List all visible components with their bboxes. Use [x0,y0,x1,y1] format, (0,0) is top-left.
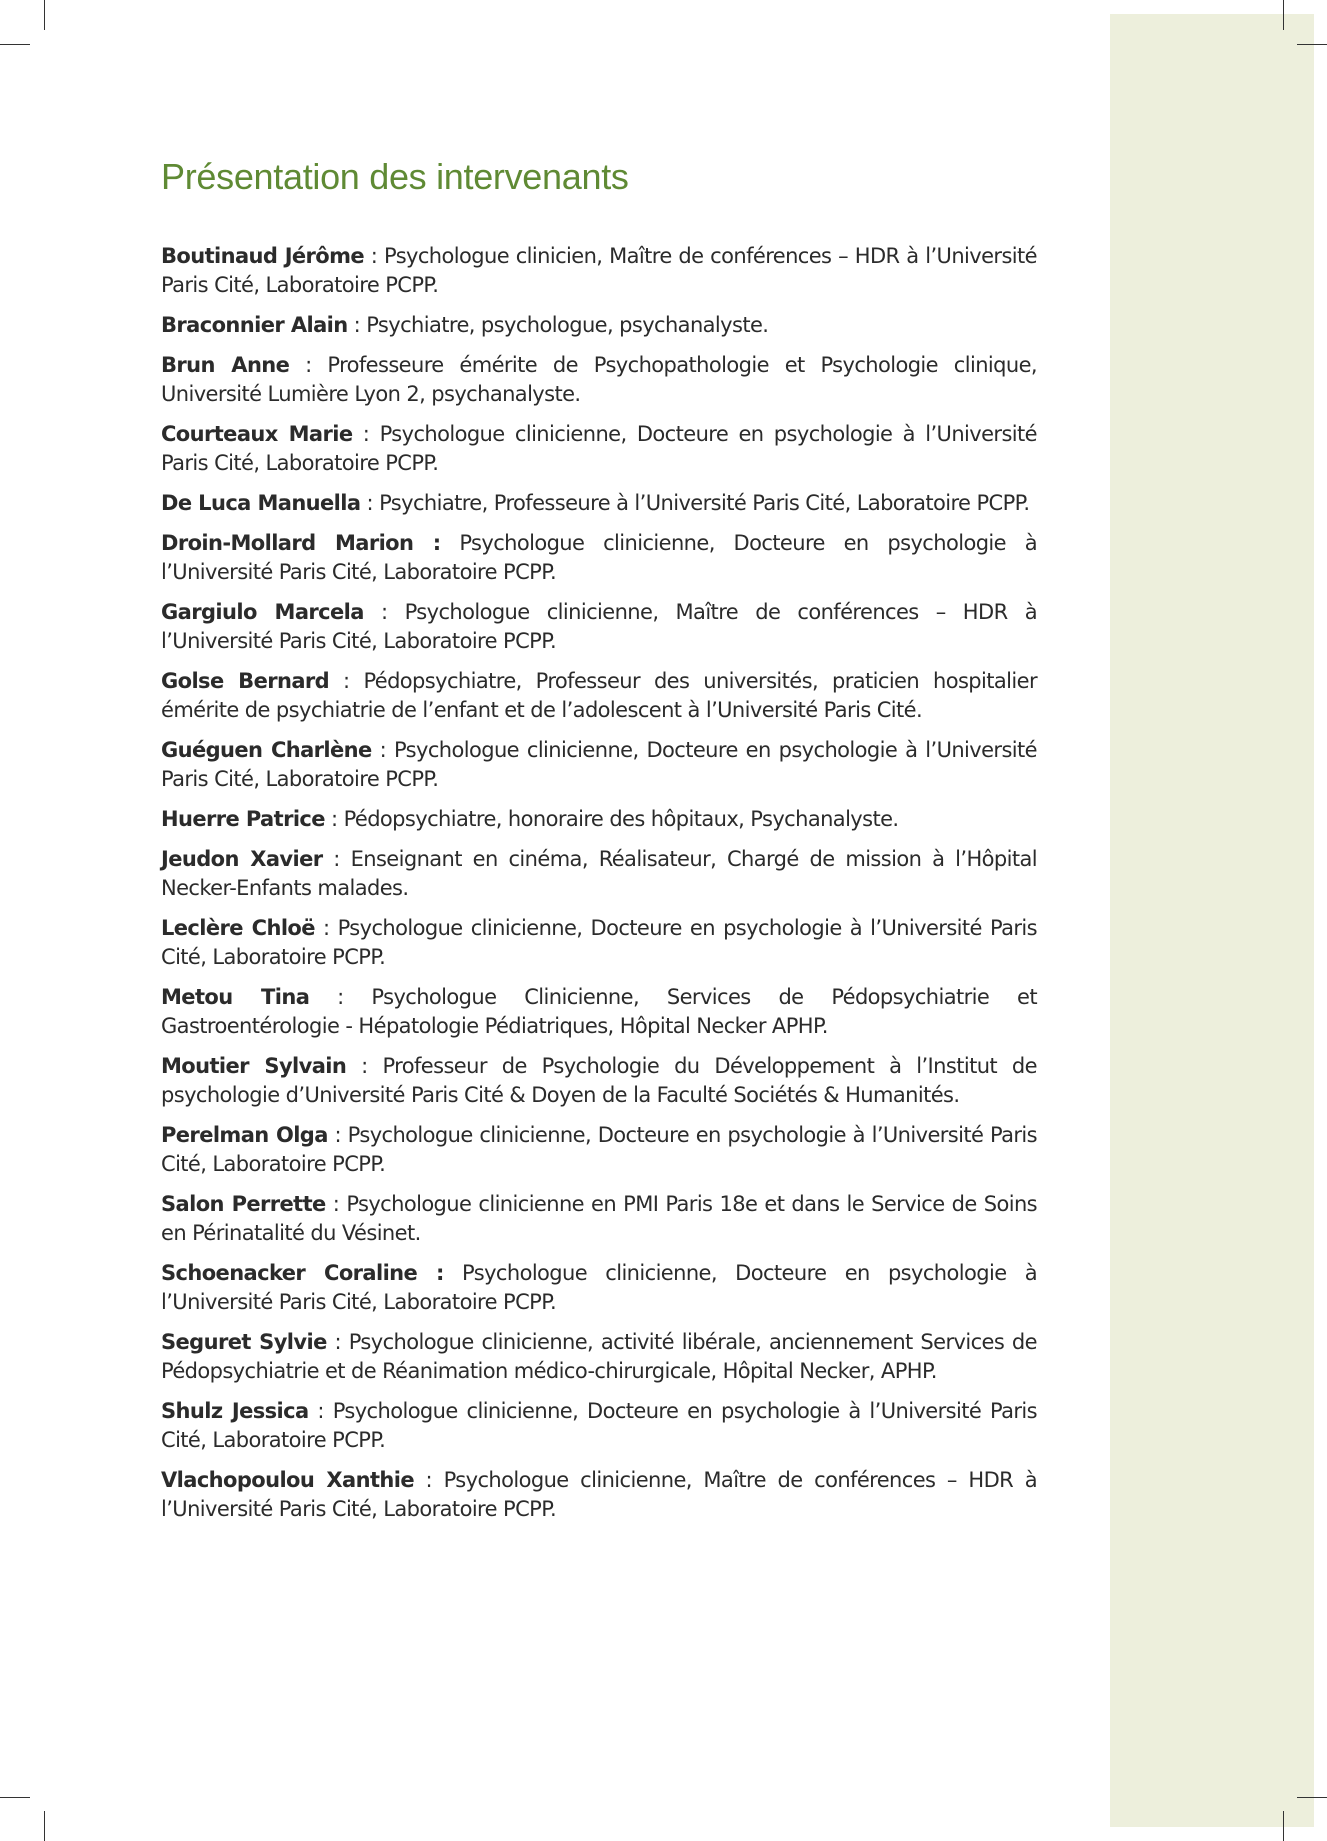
intervenant-entry [161,1052,1037,1110]
intervenant-description: Professeure émérite de Psychopathologie et Psychologie clinique, Université Lumière Lyon 2, psychanalyste. [161,353,1037,407]
intervenant-entry [161,242,1037,300]
intervenant-description: Psychologue clinicienne, Docteure en psychologie à l’Université Paris Cité, Laboratoire PCPP. [161,1123,1037,1177]
separator: : [314,916,338,941]
intervenant-entry [161,1328,1037,1386]
intervenant-name: Golse Bernard [161,669,330,694]
intervenant-description: Psychologue clinicienne, Docteure en psychologie à l’Université Paris Cité, Laboratoire PCPP. [161,1399,1037,1453]
crop-mark [44,0,45,30]
intervenant-entry [161,1190,1037,1248]
intervenant-name: Boutinaud Jérôme [161,244,365,269]
crop-mark [0,44,30,45]
intervenant-entry [161,1259,1037,1317]
intervenant-entry [161,420,1037,478]
intervenant-description: Psychologue clinicienne, Docteure en psychologie à l’Université Paris Cité, Laboratoire PCPP. [161,738,1037,792]
intervenant-name: Gargiulo Marcela [161,600,364,625]
intervenant-entry [161,598,1037,656]
separator: : [346,1054,383,1079]
intervenant-name: Shulz Jessica [161,1399,309,1424]
intervenant-description: Enseignant en cinéma, Réalisateur, Chargé de mission à l’Hôpital Necker-Enfants malades. [161,847,1038,901]
intervenant-description: Professeur de Psychologie du Développement à l’Institut de psychologie d’Université Paris Cité & Doyen de la Faculté Sociétés & Humanités. [161,1054,1037,1108]
separator: : [322,847,351,872]
separator: : [327,1123,348,1148]
separator: : [329,669,364,694]
intervenant-name: Braconnier Alain [161,313,348,338]
crop-mark [0,1797,30,1798]
intervenant-name: Leclère Chloë [161,916,315,941]
crop-mark [1297,1797,1327,1798]
intervenant-name: De Luca Manuella [161,491,361,516]
intervenant-description: Psychologue clinicienne, Docteure en psychologie à l’Université Paris Cité, Laboratoire PCPP. [161,1261,1037,1315]
intervenant-name: Brun Anne [161,353,290,378]
intervenant-name: Moutier Sylvain [161,1054,347,1079]
separator [441,531,460,555]
intervenant-entry [161,983,1037,1041]
page-content [161,155,1037,1535]
separator: : [309,985,372,1010]
crop-mark [44,1811,45,1841]
separator: : [324,807,344,832]
side-band [1110,14,1314,1827]
separator: : [347,313,367,338]
intervenant-entry [161,1466,1037,1524]
intervenant-description: Psychiatre, Professeure à l’Université Paris Cité, Laboratoire PCPP. [379,491,1030,516]
intervenant-entry [161,311,1037,340]
intervenant-name: Schoenacker Coraline : [161,1261,444,1286]
separator: : [289,353,328,378]
separator: : [413,1468,444,1493]
separator: : [363,600,405,625]
intervenant-description: Psychologue clinicienne en PMI Paris 18e et dans le Service de Soins en Périnatalité du Vésinet. [161,1192,1037,1246]
intervenant-description: Psychologue clinicienne, Docteure en psychologie à l’Université Paris Cité, Laboratoire PCPP. [161,531,1038,585]
intervenant-description: Psychiatre, psychologue, psychanalyste. [366,313,769,338]
intervenant-entry [161,351,1037,409]
intervenant-description: Psychologue Clinicienne, Services de Pédopsychiatrie et Gastroentérologie - Hépatologie Pédiatriques, Hôpital Necker APHP. [161,985,1037,1039]
intervenant-description: Psychologue clinicien, Maître de conférences – HDR à l’Université Paris Cité, Laboratoire PCPP. [161,244,1037,298]
intervenant-name: Guéguen Charlène [161,738,372,763]
separator: : [364,244,384,269]
intervenant-entry [161,805,1037,834]
crop-mark [1297,44,1327,45]
intervenant-name: Salon Perrette [161,1192,326,1217]
intervenant-name: Huerre Patrice [161,807,325,832]
crop-mark [1283,0,1284,30]
intervenant-description: Psychologue clinicienne, Maître de conférences – HDR à l’Université Paris Cité, Laboratoire PCPP. [161,1468,1037,1522]
intervenant-name: Seguret Sylvie [161,1330,327,1355]
separator: : [371,738,394,763]
separator: : [325,1192,347,1217]
crop-mark [1283,1811,1284,1841]
intervenant-entry [161,529,1037,587]
intervenant-list [161,242,1037,1524]
intervenant-entry [161,489,1037,518]
intervenant-name: Metou Tina [161,985,310,1010]
intervenant-description: Psychologue clinicienne, Docteure en psychologie à l’Université Paris Cité, Laboratoire PCPP. [161,916,1037,970]
intervenant-name: Courteaux Marie [161,422,353,447]
intervenant-description: Psychologue clinicienne, Docteure en psychologie à l’Université Paris Cité, Laboratoire PCPP. [161,422,1037,476]
intervenant-entry [161,914,1037,972]
intervenant-description: Psychologue clinicienne, activité libérale, anciennement Services de Pédopsychiatrie et de Réanimation médico-chirurgicale, Hôpital Necker, APHP. [161,1330,1037,1384]
page-title: Présentation des intervenants [161,156,629,197]
intervenant-entry [161,1121,1037,1179]
intervenant-name: Vlachopoulou Xanthie [161,1468,414,1493]
separator: : [308,1399,333,1424]
intervenant-description: Pédopsychiatre, honoraire des hôpitaux, Psychanalyste. [343,807,899,832]
intervenant-name: Droin-Mollard Marion : [161,531,441,556]
intervenant-name: Jeudon Xavier [161,847,323,872]
separator: : [326,1330,349,1355]
intervenant-entry [161,1397,1037,1455]
intervenant-entry [161,845,1037,903]
intervenant-description: Psychologue clinicienne, Maître de conférences – HDR à l’Université Paris Cité, Laboratoire PCPP. [161,600,1037,654]
intervenant-name: Perelman Olga [161,1123,328,1148]
separator [444,1261,462,1285]
separator: : [360,491,380,516]
intervenant-description: Pédopsychiatre, Professeur des universités, praticien hospitalier émérite de psychiatrie de l’enfant et de l’adolescent à l’Université Paris Cité. [161,669,1037,723]
intervenant-entry [161,667,1037,725]
intervenant-entry [161,736,1037,794]
separator: : [352,422,380,447]
